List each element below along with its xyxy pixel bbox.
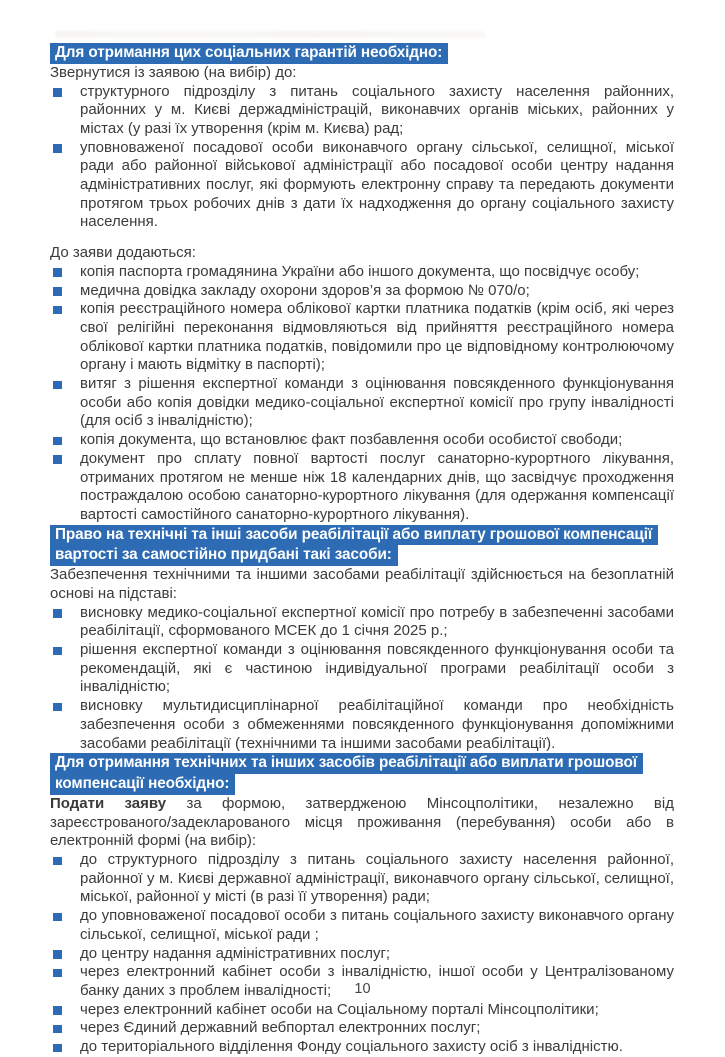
list-item <box>50 697 674 753</box>
list-item <box>50 1019 674 1038</box>
list-item-text: через Єдиний державний вебпортал електронних послуг; <box>80 1019 481 1037</box>
page-content <box>50 43 674 1057</box>
bullet-square-icon <box>53 857 62 866</box>
list-item <box>50 641 674 697</box>
section2-bullet-list <box>50 604 674 754</box>
bullet-square-icon <box>53 1006 62 1015</box>
list-item <box>50 139 674 233</box>
section3-lead-rest: за формою, затвердженою Мінсоцполітики, незалежно від зареєстрованого/задекларованого місця проживання (перебування) особи або в електронній формі (на вибір): <box>50 794 674 850</box>
section3-heading <box>50 753 674 795</box>
bullet-square-icon <box>53 381 62 390</box>
list-item-text: висновку медико-соціальної експертної комісії про потребу в забезпеченні засобами реабілітації, сформованого МСЕК до 1 січня 2025 р.; <box>80 603 674 640</box>
attachments-label: До заяви додаються: <box>50 244 196 262</box>
list-item <box>50 282 674 301</box>
list-item <box>50 263 674 282</box>
bullet-square-icon <box>53 306 62 315</box>
section3-lead <box>50 795 674 851</box>
scan-bleed-artifact <box>55 31 485 38</box>
list-item <box>50 83 674 139</box>
list-item-text: копія реєстраційного номера облікової картки платника податків (крім осіб, які через свої релігійні переконання відмовляються від прийняття реєстраційного номера облікової картки платника податків, повідомили про це відповідному контролюючому органу і мають відмітку в паспорті); <box>80 300 674 374</box>
bullet-square-icon <box>53 268 62 277</box>
list-item <box>50 1001 674 1020</box>
page-number: 10 <box>354 981 371 997</box>
list-item <box>50 604 674 641</box>
list-item-text: до уповноваженої посадової особи з питань соціального захисту виконавчого органу сільської, селищної, міської ради ; <box>80 907 674 943</box>
section3-heading-text: Для отримання технічних та інших засобів реабілітації або виплати грошової компенсації необхідно: <box>50 753 643 794</box>
section1-heading-text: Для отримання цих соціальних гарантій необхідно: <box>50 43 448 64</box>
list-item-text: копія документа, що встановлює факт позбавлення особи особистої свободи; <box>80 431 623 449</box>
list-item <box>50 1038 674 1057</box>
list-item-text: документ про сплату повної вартості послуг санаторно-курортного лікування, отриманих протягом не менше ніж 18 календарних днів, що засвідчує проходження постраждалою особою санаторно-курортного лікування (для одержання компенсації вартості самостійного санаторно-курортного лікування). <box>80 449 674 523</box>
bullet-square-icon <box>53 455 62 464</box>
list-item-text: структурного підрозділу з питань соціального захисту населення районних, районних у м. Києві держадміністрацій, виконавчих органів міських, районних у містах (у разі їх утворення (крім м. Києва) рад; <box>80 82 674 137</box>
list-item <box>50 851 674 907</box>
list-item-text: до територіального відділення Фонду соціального захисту осіб з інвалідністю. <box>80 1038 623 1056</box>
list-item-text: висновку мультидисциплінарної реабілітаційної команди про необхідність забезпечення особи з обмеженнями повсякденного функціонування допоміжними засобами реабілітації (технічними та іншими засобами реабілітації). <box>80 697 674 752</box>
list-item <box>50 300 674 375</box>
bullet-square-icon <box>53 647 62 656</box>
list-item-text: медична довідка закладу охорони здоров’я за формою № 070/о; <box>80 281 530 299</box>
list-item-text: через електронний кабінет особи з інвалідністю, іншої особи у Централізованому банку даних з проблем інвалідності; <box>80 963 674 999</box>
list-item-text: витяг з рішення експертної команди з оцінювання повсякденного функціонування особи або копія довідки медико-соціальної експертної комісії про групу інвалідності (для осіб з інвалідністю); <box>80 375 674 430</box>
list-item-text: до центру надання адміністративних послуг; <box>80 944 391 962</box>
list-item-text: до структурного підрозділу з питань соціального захисту населення районної, районної у м. Києві державної адміністрації, виконавчого органу сільської, селищної, міської, районної у місті (в разі її утворення) ради; <box>80 851 674 906</box>
section1-heading <box>50 43 674 64</box>
list-item-text: рішення експертної команди з оцінювання повсякденного функціонування особи та рекомендацій, які є частиною індивідуальної програми реабілітації особи з інвалідністю; <box>80 641 674 696</box>
list-item-text: уповноваженої посадової особи виконавчого органу сільської, селищної, міської ради або районної військової адміністрації або посадової особи центру надання адміністративних послуг, які формують електронну справу та передають документи протягом трьох робочих днів з дати їх надходження до органу соціального захисту населення. <box>80 138 674 231</box>
section2-heading-text: Право на технічні та інші засоби реабілітації або виплату грошової компенсації вартості за самостійно придбані такі засоби: <box>50 525 658 566</box>
bullet-square-icon <box>53 703 62 712</box>
list-item-text: через електронний кабінет особи на Соціальному порталі Мінсоцполітики; <box>80 1000 599 1018</box>
bullet-square-icon <box>53 1044 62 1053</box>
section3-lead-bold: Подати заяву <box>50 794 167 812</box>
list-item <box>50 431 674 450</box>
bullet-square-icon <box>53 969 62 978</box>
list-item <box>50 907 674 944</box>
bullet-square-icon <box>53 1025 62 1034</box>
section2-intro: Забезпечення технічними та іншими засобами реабілітації здійснюється на безоплатній основі на підставі: <box>50 566 674 602</box>
attachments-bullet-list <box>50 263 674 525</box>
bullet-square-icon <box>53 144 62 153</box>
section3-bullet-list <box>50 851 674 1057</box>
bullet-square-icon <box>53 609 62 618</box>
bullet-square-icon <box>53 287 62 296</box>
bullet-square-icon <box>53 950 62 959</box>
list-item <box>50 450 674 525</box>
bullet-square-icon <box>53 437 62 446</box>
list-item <box>50 375 674 431</box>
section1-bullet-list <box>50 83 674 233</box>
list-item <box>50 945 674 964</box>
section1-intro: Звернутися із заявою (на вибір) до: <box>50 63 297 81</box>
section2-heading <box>50 525 674 567</box>
bullet-square-icon <box>53 913 62 922</box>
list-item-text: копія паспорта громадянина України або іншого документа, що посвідчує особу; <box>80 262 640 280</box>
bullet-square-icon <box>53 88 62 97</box>
